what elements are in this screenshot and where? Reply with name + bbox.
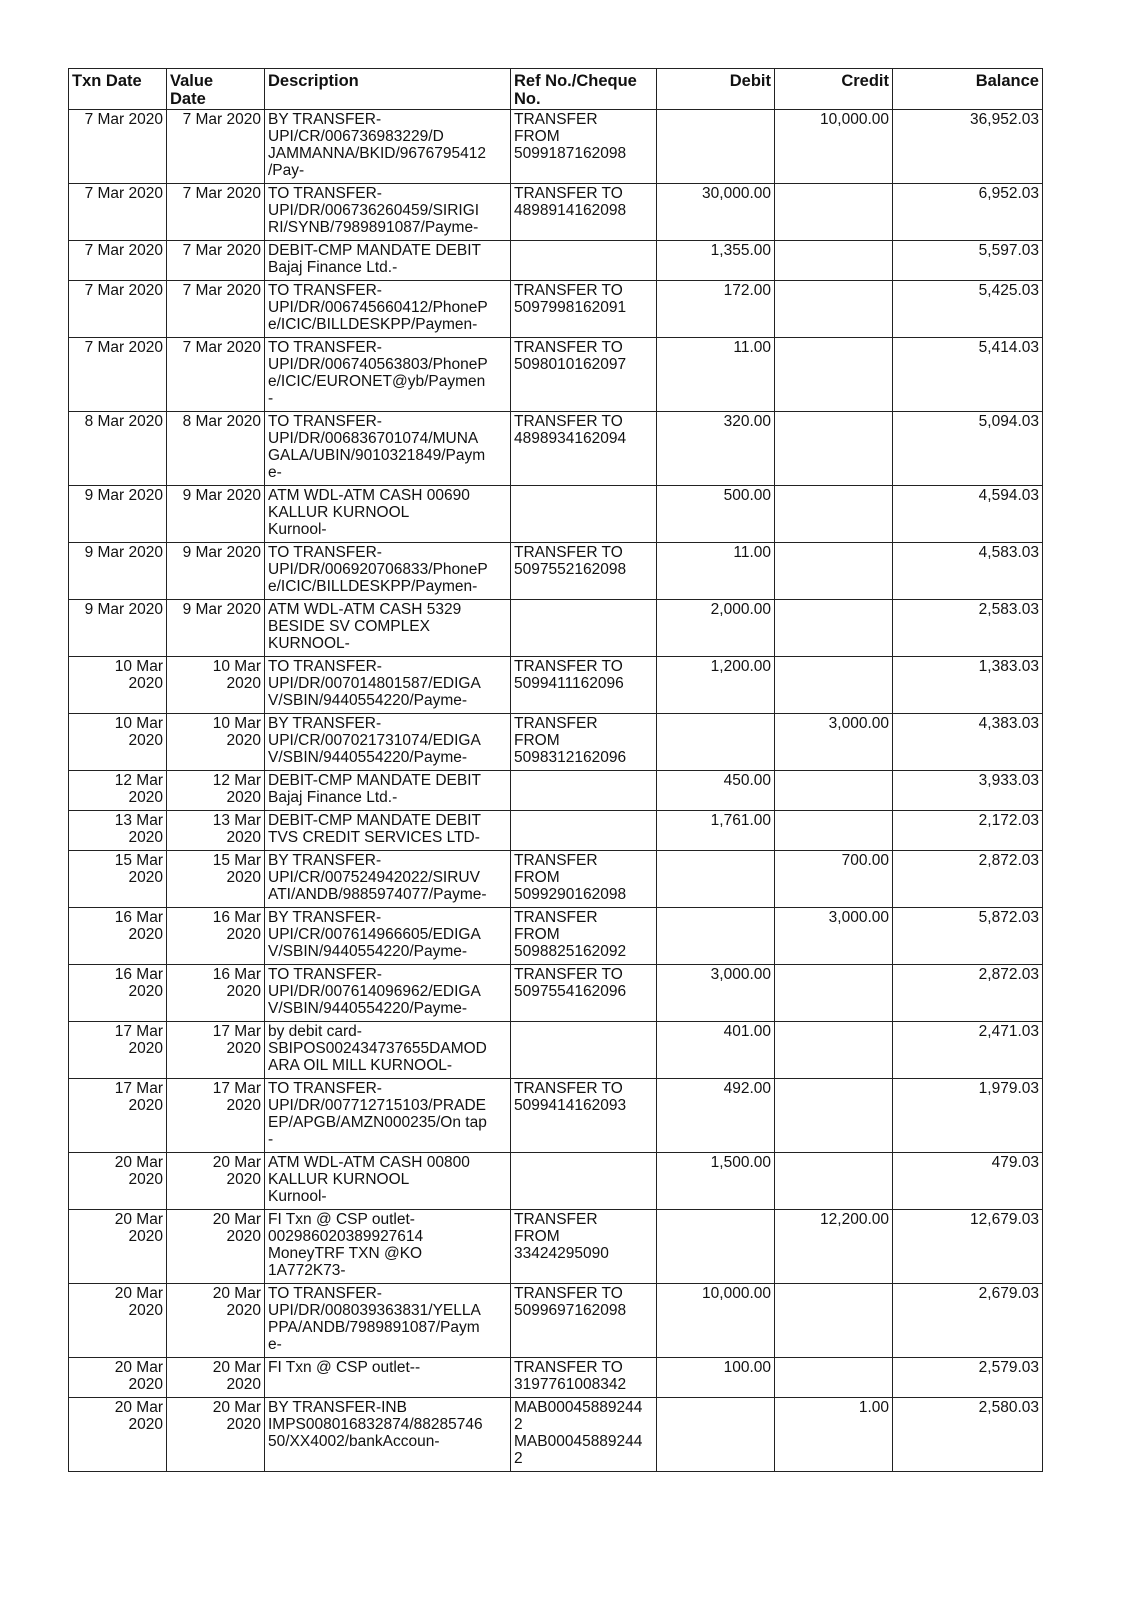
balance-cell: 4,383.03 <box>893 714 1043 771</box>
balance-cell: 2,471.03 <box>893 1022 1043 1079</box>
description-cell: BY TRANSFER- UPI/CR/007524942022/SIRUV ATI/ANDB/9885974077/Payme- <box>265 851 511 908</box>
table-row <box>69 1284 1043 1358</box>
ref-no-cell: TRANSFER TO 5097554162096 <box>511 965 657 1022</box>
description-cell: DEBIT-CMP MANDATE DEBIT TVS CREDIT SERVICES LTD- <box>265 811 511 851</box>
credit-cell <box>775 338 893 412</box>
value-date-cell: 15 Mar 2020 <box>167 851 265 908</box>
ref-no-cell <box>511 811 657 851</box>
balance-cell: 2,579.03 <box>893 1358 1043 1398</box>
table-row <box>69 1210 1043 1284</box>
ref-no-cell <box>511 1153 657 1210</box>
header-debit: Debit <box>657 69 775 110</box>
balance-cell: 12,679.03 <box>893 1210 1043 1284</box>
debit-cell: 100.00 <box>657 1358 775 1398</box>
value-date-cell: 7 Mar 2020 <box>167 184 265 241</box>
description-cell: TO TRANSFER- UPI/DR/006745660412/PhoneP e/ICIC/BILLDESKPP/Paymen- <box>265 281 511 338</box>
credit-cell <box>775 600 893 657</box>
ref-no-cell: TRANSFER FROM 5099187162098 <box>511 110 657 184</box>
ref-no-cell <box>511 600 657 657</box>
balance-cell: 5,872.03 <box>893 908 1043 965</box>
description-cell: FI Txn @ CSP outlet- 002986020389927614 MoneyTRF TXN @KO 1A772K73- <box>265 1210 511 1284</box>
credit-cell <box>775 1358 893 1398</box>
txn-date-cell: 17 Mar 2020 <box>69 1022 167 1079</box>
value-date-cell: 20 Mar 2020 <box>167 1153 265 1210</box>
table-row <box>69 851 1043 908</box>
ref-no-cell: TRANSFER TO 3197761008342 <box>511 1358 657 1398</box>
table-row <box>69 338 1043 412</box>
description-cell: TO TRANSFER- UPI/DR/006920706833/PhoneP e/ICIC/BILLDESKPP/Paymen- <box>265 543 511 600</box>
table-row <box>69 486 1043 543</box>
table-row <box>69 714 1043 771</box>
credit-cell <box>775 486 893 543</box>
table-row <box>69 543 1043 600</box>
description-cell: TO TRANSFER- UPI/DR/008039363831/YELLA PPA/ANDB/7989891087/Paym e- <box>265 1284 511 1358</box>
debit-cell: 30,000.00 <box>657 184 775 241</box>
txn-date-cell: 20 Mar 2020 <box>69 1284 167 1358</box>
ref-no-cell: TRANSFER FROM 5098825162092 <box>511 908 657 965</box>
credit-cell <box>775 811 893 851</box>
description-cell: TO TRANSFER- UPI/DR/007014801587/EDIGA V/SBIN/9440554220/Payme- <box>265 657 511 714</box>
txn-date-cell: 10 Mar 2020 <box>69 714 167 771</box>
table-row <box>69 1079 1043 1153</box>
description-cell: BY TRANSFER- UPI/CR/006736983229/D JAMMANNA/BKID/9676795412 /Pay- <box>265 110 511 184</box>
value-date-cell: 10 Mar 2020 <box>167 714 265 771</box>
txn-date-cell: 7 Mar 2020 <box>69 281 167 338</box>
debit-cell: 1,355.00 <box>657 241 775 281</box>
txn-date-cell: 7 Mar 2020 <box>69 110 167 184</box>
debit-cell: 320.00 <box>657 412 775 486</box>
table-row <box>69 657 1043 714</box>
transactions-body <box>69 110 1043 1472</box>
debit-cell <box>657 908 775 965</box>
debit-cell <box>657 851 775 908</box>
credit-cell <box>775 281 893 338</box>
table-row <box>69 412 1043 486</box>
credit-cell <box>775 771 893 811</box>
description-cell: DEBIT-CMP MANDATE DEBIT Bajaj Finance Ltd.- <box>265 241 511 281</box>
ref-no-cell: TRANSFER FROM 5099290162098 <box>511 851 657 908</box>
debit-cell: 1,761.00 <box>657 811 775 851</box>
balance-cell: 5,094.03 <box>893 412 1043 486</box>
txn-date-cell: 12 Mar 2020 <box>69 771 167 811</box>
debit-cell: 3,000.00 <box>657 965 775 1022</box>
txn-date-cell: 7 Mar 2020 <box>69 241 167 281</box>
balance-cell: 2,583.03 <box>893 600 1043 657</box>
credit-cell <box>775 657 893 714</box>
description-cell: TO TRANSFER- UPI/DR/006740563803/PhoneP e/ICIC/EURONET@yb/Paymen - <box>265 338 511 412</box>
txn-date-cell: 15 Mar 2020 <box>69 851 167 908</box>
table-row <box>69 811 1043 851</box>
credit-cell <box>775 412 893 486</box>
balance-cell: 5,425.03 <box>893 281 1043 338</box>
txn-date-cell: 9 Mar 2020 <box>69 486 167 543</box>
value-date-cell: 16 Mar 2020 <box>167 965 265 1022</box>
balance-cell: 4,594.03 <box>893 486 1043 543</box>
description-cell: ATM WDL-ATM CASH 5329 BESIDE SV COMPLEX KURNOOL- <box>265 600 511 657</box>
description-cell: BY TRANSFER- UPI/CR/007614966605/EDIGA V/SBIN/9440554220/Payme- <box>265 908 511 965</box>
description-cell: ATM WDL-ATM CASH 00690 KALLUR KURNOOL Kurnool- <box>265 486 511 543</box>
description-cell: TO TRANSFER- UPI/DR/007712715103/PRADE EP/APGB/AMZN000235/On tap - <box>265 1079 511 1153</box>
ref-no-cell: MAB00045889244 2 MAB00045889244 2 <box>511 1398 657 1472</box>
table-row <box>69 965 1043 1022</box>
credit-cell: 700.00 <box>775 851 893 908</box>
debit-cell: 10,000.00 <box>657 1284 775 1358</box>
txn-date-cell: 8 Mar 2020 <box>69 412 167 486</box>
debit-cell <box>657 1210 775 1284</box>
debit-cell <box>657 1398 775 1472</box>
balance-cell: 2,872.03 <box>893 965 1043 1022</box>
description-cell: TO TRANSFER- UPI/DR/007614096962/EDIGA V/SBIN/9440554220/Payme- <box>265 965 511 1022</box>
credit-cell: 12,200.00 <box>775 1210 893 1284</box>
credit-cell <box>775 241 893 281</box>
value-date-cell: 12 Mar 2020 <box>167 771 265 811</box>
debit-cell: 450.00 <box>657 771 775 811</box>
table-header-row <box>69 69 1043 110</box>
debit-cell: 401.00 <box>657 1022 775 1079</box>
balance-cell: 2,872.03 <box>893 851 1043 908</box>
balance-cell: 2,580.03 <box>893 1398 1043 1472</box>
ref-no-cell: TRANSFER TO 5099411162096 <box>511 657 657 714</box>
header-value-date: Value Date <box>167 69 265 110</box>
value-date-cell: 20 Mar 2020 <box>167 1210 265 1284</box>
ref-no-cell: TRANSFER TO 5097998162091 <box>511 281 657 338</box>
ref-no-cell: TRANSFER FROM 5098312162096 <box>511 714 657 771</box>
value-date-cell: 16 Mar 2020 <box>167 908 265 965</box>
debit-cell: 500.00 <box>657 486 775 543</box>
header-txn-date: Txn Date <box>69 69 167 110</box>
credit-cell <box>775 1022 893 1079</box>
credit-cell: 3,000.00 <box>775 908 893 965</box>
header-ref-no: Ref No./Cheque No. <box>511 69 657 110</box>
table-row <box>69 771 1043 811</box>
value-date-cell: 7 Mar 2020 <box>167 338 265 412</box>
ref-no-cell <box>511 486 657 543</box>
table-row <box>69 281 1043 338</box>
debit-cell: 1,500.00 <box>657 1153 775 1210</box>
value-date-cell: 9 Mar 2020 <box>167 543 265 600</box>
debit-cell: 11.00 <box>657 543 775 600</box>
table-row <box>69 1398 1043 1472</box>
description-cell: TO TRANSFER- UPI/DR/006836701074/MUNA GALA/UBIN/9010321849/Paym e- <box>265 412 511 486</box>
ref-no-cell: TRANSFER TO 5099697162098 <box>511 1284 657 1358</box>
ref-no-cell: TRANSFER TO 5098010162097 <box>511 338 657 412</box>
balance-cell: 6,952.03 <box>893 184 1043 241</box>
ref-no-cell: TRANSFER FROM 33424295090 <box>511 1210 657 1284</box>
value-date-cell: 10 Mar 2020 <box>167 657 265 714</box>
value-date-cell: 20 Mar 2020 <box>167 1398 265 1472</box>
txn-date-cell: 20 Mar 2020 <box>69 1210 167 1284</box>
txn-date-cell: 9 Mar 2020 <box>69 543 167 600</box>
txn-date-cell: 20 Mar 2020 <box>69 1398 167 1472</box>
balance-cell: 3,933.03 <box>893 771 1043 811</box>
credit-cell <box>775 184 893 241</box>
ref-no-cell: TRANSFER TO 4898934162094 <box>511 412 657 486</box>
table-row <box>69 1022 1043 1079</box>
ref-no-cell: TRANSFER TO 5099414162093 <box>511 1079 657 1153</box>
description-cell: BY TRANSFER- UPI/CR/007021731074/EDIGA V/SBIN/9440554220/Payme- <box>265 714 511 771</box>
value-date-cell: 20 Mar 2020 <box>167 1284 265 1358</box>
balance-cell: 4,583.03 <box>893 543 1043 600</box>
table-row <box>69 110 1043 184</box>
table-row <box>69 184 1043 241</box>
table-row <box>69 600 1043 657</box>
description-cell: BY TRANSFER-INB IMPS008016832874/88285746 50/XX4002/bankAccoun- <box>265 1398 511 1472</box>
ref-no-cell: TRANSFER TO 4898914162098 <box>511 184 657 241</box>
value-date-cell: 7 Mar 2020 <box>167 110 265 184</box>
header-balance: Balance <box>893 69 1043 110</box>
debit-cell: 1,200.00 <box>657 657 775 714</box>
value-date-cell: 7 Mar 2020 <box>167 281 265 338</box>
credit-cell: 3,000.00 <box>775 714 893 771</box>
table-row <box>69 908 1043 965</box>
debit-cell: 492.00 <box>657 1079 775 1153</box>
table-row <box>69 241 1043 281</box>
txn-date-cell: 13 Mar 2020 <box>69 811 167 851</box>
description-cell: DEBIT-CMP MANDATE DEBIT Bajaj Finance Ltd.- <box>265 771 511 811</box>
txn-date-cell: 20 Mar 2020 <box>69 1358 167 1398</box>
description-cell: ATM WDL-ATM CASH 00800 KALLUR KURNOOL Kurnool- <box>265 1153 511 1210</box>
txn-date-cell: 16 Mar 2020 <box>69 965 167 1022</box>
description-cell: TO TRANSFER- UPI/DR/006736260459/SIRIGI RI/SYNB/7989891087/Payme- <box>265 184 511 241</box>
table-row <box>69 1358 1043 1398</box>
value-date-cell: 8 Mar 2020 <box>167 412 265 486</box>
txn-date-cell: 10 Mar 2020 <box>69 657 167 714</box>
credit-cell <box>775 1153 893 1210</box>
header-description: Description <box>265 69 511 110</box>
ref-no-cell <box>511 771 657 811</box>
txn-date-cell: 17 Mar 2020 <box>69 1079 167 1153</box>
value-date-cell: 20 Mar 2020 <box>167 1358 265 1398</box>
balance-cell: 1,383.03 <box>893 657 1043 714</box>
txn-date-cell: 7 Mar 2020 <box>69 184 167 241</box>
balance-cell: 479.03 <box>893 1153 1043 1210</box>
debit-cell: 11.00 <box>657 338 775 412</box>
credit-cell <box>775 965 893 1022</box>
balance-cell: 2,172.03 <box>893 811 1043 851</box>
credit-cell <box>775 1079 893 1153</box>
value-date-cell: 7 Mar 2020 <box>167 241 265 281</box>
txn-date-cell: 16 Mar 2020 <box>69 908 167 965</box>
description-cell: FI Txn @ CSP outlet-- <box>265 1358 511 1398</box>
debit-cell <box>657 110 775 184</box>
balance-cell: 1,979.03 <box>893 1079 1043 1153</box>
credit-cell: 1.00 <box>775 1398 893 1472</box>
description-cell: by debit card- SBIPOS002434737655DAMOD ARA OIL MILL KURNOOL- <box>265 1022 511 1079</box>
ref-no-cell: TRANSFER TO 5097552162098 <box>511 543 657 600</box>
credit-cell: 10,000.00 <box>775 110 893 184</box>
ref-no-cell <box>511 241 657 281</box>
debit-cell <box>657 714 775 771</box>
value-date-cell: 17 Mar 2020 <box>167 1079 265 1153</box>
value-date-cell: 9 Mar 2020 <box>167 486 265 543</box>
credit-cell <box>775 1284 893 1358</box>
balance-cell: 36,952.03 <box>893 110 1043 184</box>
txn-date-cell: 7 Mar 2020 <box>69 338 167 412</box>
txn-date-cell: 20 Mar 2020 <box>69 1153 167 1210</box>
txn-date-cell: 9 Mar 2020 <box>69 600 167 657</box>
debit-cell: 2,000.00 <box>657 600 775 657</box>
value-date-cell: 9 Mar 2020 <box>167 600 265 657</box>
table-row <box>69 1153 1043 1210</box>
credit-cell <box>775 543 893 600</box>
transactions-table <box>68 68 1043 1472</box>
balance-cell: 2,679.03 <box>893 1284 1043 1358</box>
balance-cell: 5,414.03 <box>893 338 1043 412</box>
balance-cell: 5,597.03 <box>893 241 1043 281</box>
value-date-cell: 17 Mar 2020 <box>167 1022 265 1079</box>
value-date-cell: 13 Mar 2020 <box>167 811 265 851</box>
debit-cell: 172.00 <box>657 281 775 338</box>
ref-no-cell <box>511 1022 657 1079</box>
header-credit: Credit <box>775 69 893 110</box>
